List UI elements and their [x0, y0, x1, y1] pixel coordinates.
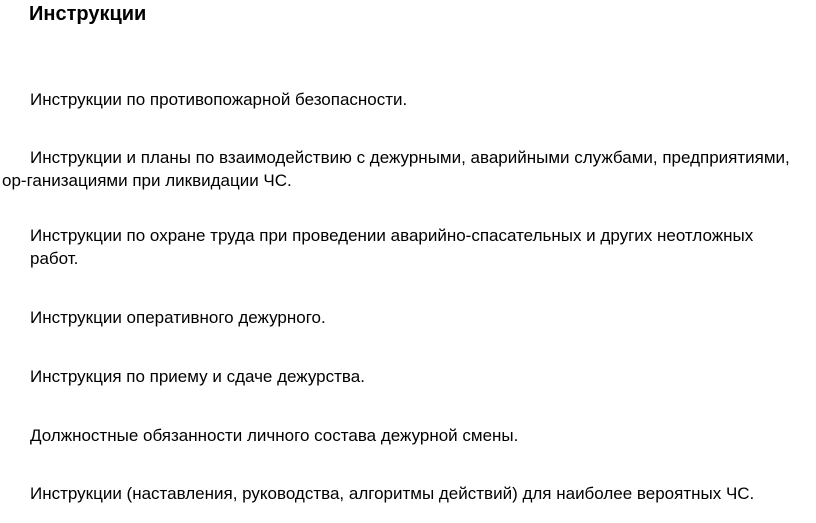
list-item-text: Инструкции оперативного дежурного. [30, 308, 326, 327]
page-title: Инструкции [29, 3, 147, 25]
list-item-text: Инструкции и планы по взаимодействию с дежурными, аварийными службами, предприятиями, [30, 148, 790, 167]
list-item-text-continued: работ. [30, 249, 79, 268]
list-item-text: Должностные обязанности личного состава дежурной смены. [30, 426, 519, 445]
list-item [30, 306, 326, 329]
list-item-text: Инструкция по приему и сдаче дежурства. [30, 367, 365, 386]
list-item-text: Инструкции по охране труда при проведении аварийно-спасательных и других неотложных [30, 226, 754, 245]
list-item [30, 424, 518, 447]
list-item [30, 482, 754, 505]
list-item [30, 365, 365, 388]
list-item [2, 146, 790, 192]
list-item-text: Инструкции (наставления, руководства, алгоритмы действий) для наиболее вероятных ЧС. [30, 484, 755, 503]
list-item [30, 88, 407, 111]
list-item-text-continued: ор-ганизациями при ликвидации ЧС. [2, 171, 292, 190]
list-item-text: Инструкции по противопожарной безопасности. [30, 90, 408, 109]
list-item [30, 224, 753, 270]
